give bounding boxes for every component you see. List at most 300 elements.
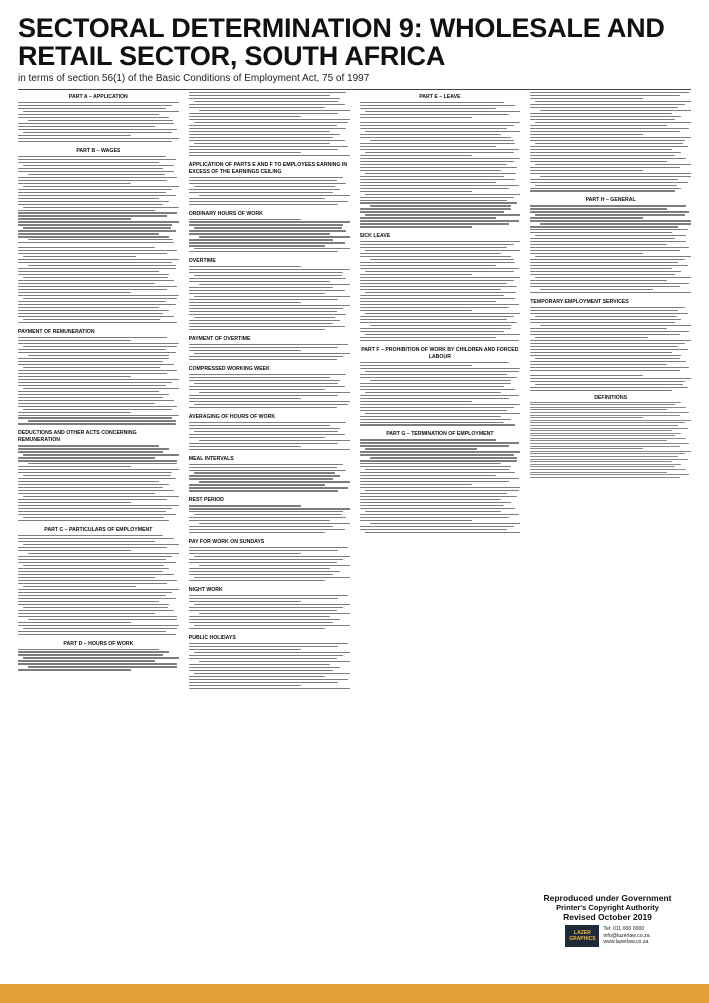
text-line [18,230,176,231]
text-line [28,420,176,421]
section-heading: TEMPORARY EMPLOYMENT SERVICES [530,299,629,305]
text-line [530,262,678,263]
text-line [18,129,177,130]
text-line [189,221,350,222]
text-line [194,431,339,432]
text-line [18,212,177,213]
text-line [18,168,163,169]
text-line [530,435,675,436]
text-line [18,499,167,500]
text-line [18,613,155,614]
text-line [530,119,675,120]
text-line [530,370,679,371]
text-line [530,173,691,174]
text-line [189,434,345,435]
text-line [18,361,163,362]
text-line [189,107,326,108]
repro-line-2: Printer's Copyright Authority [556,903,659,912]
text-line [189,649,302,650]
text-line [360,310,473,311]
section-heading: NIGHT WORK [188,587,223,594]
text-line [540,223,691,224]
text-line [530,140,684,141]
text-line [360,362,509,363]
text-line [194,472,335,473]
text-line [535,122,691,123]
text-line [530,265,688,266]
text-line [360,125,514,126]
text-line [360,514,519,515]
text-line [18,571,163,572]
brand-row [524,925,691,947]
text-line [18,180,167,181]
text-line [199,613,350,614]
text-line [360,445,509,446]
text-line [18,505,179,506]
text-line [530,137,691,138]
text-line [360,122,521,123]
text-line [530,241,686,242]
text-line [189,568,330,569]
text-line [530,274,675,275]
text-line [189,177,343,178]
text-line [535,316,676,317]
text-line [365,448,478,449]
text-line [23,165,174,166]
text-line [530,259,684,260]
section-body [18,337,179,425]
text-line [360,226,473,227]
text-line [189,344,348,345]
text-line [194,186,335,187]
section-heading: PAYMENT OF OVERTIME [188,335,251,342]
text-line [365,292,516,293]
text-line [360,295,505,296]
text-line [189,314,347,315]
text-line [18,352,176,353]
text-line [530,188,681,189]
section-body [189,266,350,330]
text-line [189,571,340,572]
text-line [360,484,473,485]
text-line [199,195,350,196]
section-body [530,205,691,293]
text-line [360,143,516,144]
section-body [360,362,521,426]
text-line [189,484,326,485]
text-line [194,122,348,123]
text-line [18,568,169,569]
text-line [189,92,347,93]
text-line [18,316,174,317]
text-line [530,402,681,403]
section-body [189,595,350,629]
text-line [360,170,501,171]
text-line [530,409,667,410]
text-line [360,146,497,147]
repro-date: Revised October 2019 [563,912,652,922]
text-line [18,592,172,593]
text-line [23,409,172,410]
text-line [530,128,689,129]
text-line [530,422,684,423]
text-line [199,110,350,111]
text-line [23,227,171,228]
text-line [360,211,505,212]
text-line [28,239,173,240]
text-line [360,283,508,284]
text-line [360,244,514,245]
text-line [189,293,326,294]
text-line [530,430,671,431]
text-line [23,388,179,389]
text-line [360,158,521,159]
text-line [18,233,159,234]
text-line [530,448,643,449]
text-line [360,442,519,443]
section-heading: ORDINARY HOURS OF WORK [188,210,263,217]
text-line [530,446,679,447]
text-line [360,502,511,503]
text-line [530,364,667,365]
text-line [360,188,509,189]
section-heading: PART E – LEAVE [419,94,461,100]
text-line [360,368,521,369]
text-line [18,292,131,293]
section-body [189,177,350,205]
text-line [18,280,174,281]
text-line [189,230,347,231]
text-line [18,301,166,302]
text-line [530,158,686,159]
text-line [365,214,521,215]
text-line [189,467,337,468]
text-line [18,171,174,172]
text-line [189,302,302,303]
text-line [530,328,667,329]
section-body [189,547,350,581]
text-line [189,326,345,327]
text-line [365,392,502,393]
text-line [18,601,159,602]
text-line [189,437,326,438]
text-line [189,553,302,554]
text-line [189,269,350,270]
text-line [189,380,340,381]
text-line [365,111,521,112]
text-line [535,277,691,278]
text-line [530,149,671,150]
text-line [189,299,338,300]
page-subtitle: in terms of section 56(1) of the Basic Conditions of Employment Act, 75 of 1997 [18,73,370,84]
text-line [360,185,519,186]
text-line [189,664,330,665]
text-line [360,274,473,275]
text-line [18,126,155,127]
text-line [530,390,671,391]
text-line [18,108,166,109]
text-line [530,331,689,332]
text-line [189,347,338,348]
text-line [23,319,160,320]
text-line [530,92,689,93]
section-body [189,92,350,156]
text-line [530,98,643,99]
text-line [189,464,343,465]
text-line [28,666,177,667]
text-line [189,201,348,202]
text-line [18,189,172,190]
text-line [23,346,177,347]
text-line [18,218,131,219]
text-line [530,292,691,293]
text-line [189,622,334,623]
text-line [189,377,330,378]
text-line [189,137,334,138]
text-line [189,204,338,205]
text-line [530,349,688,350]
text-line [23,544,179,545]
text-line [18,358,169,359]
text-line [23,607,168,608]
text-line [530,472,667,473]
text-line [530,443,689,444]
text-line [360,439,497,440]
text-line [360,487,521,488]
text-line [18,520,169,521]
text-line [530,271,681,272]
text-line [360,304,519,305]
section-body [189,374,350,408]
text-line [18,577,155,578]
text-line [18,123,174,124]
text-line [360,134,501,135]
section-heading: PART D – HOURS OF WORK [63,640,134,647]
section-body [18,535,179,635]
text-line [199,661,350,662]
text-line [189,198,326,199]
text-line [530,208,667,209]
publisher-phone: Tel: 011 000 0000 [603,926,645,933]
text-line [189,183,347,184]
text-line [530,404,675,405]
text-line [18,562,176,563]
text-line [18,598,176,599]
text-line [18,400,174,401]
text-line [189,134,340,135]
text-line [530,469,686,470]
text-line [189,395,338,396]
text-line [194,317,335,318]
text-line [365,532,521,533]
text-line [189,446,302,447]
text-line [189,679,348,680]
text-line [189,146,348,147]
text-line [530,375,643,376]
text-line [360,241,521,242]
text-line [18,547,167,548]
text-line [189,155,350,156]
text-line [360,253,501,254]
text-line [360,102,505,103]
text-line [365,131,521,132]
text-line [370,325,511,326]
text-line [189,449,350,450]
text-line [18,307,159,308]
text-line [189,245,326,246]
text-line [28,619,177,620]
text-line [189,125,337,126]
text-line [360,114,509,115]
section-heading: PART A – APPLICATION [68,94,128,100]
text-line [18,156,166,157]
text-line [194,556,350,557]
text-line [18,616,177,617]
text-line [360,493,508,494]
text-line [530,420,691,421]
text-line [189,242,345,243]
text-line [189,428,340,429]
text-line [18,221,179,222]
text-line [18,343,179,344]
text-line [18,247,155,248]
text-line [360,256,511,257]
text-line [18,669,131,670]
text-line [360,277,521,278]
text-line [18,117,169,118]
text-line [360,161,514,162]
text-line [189,281,330,282]
text-line [540,325,691,326]
text-line [23,475,171,476]
text-line [189,655,343,656]
text-line [360,407,514,408]
text-line [18,340,131,341]
text-line [189,490,338,491]
text-line [23,186,179,187]
text-line [189,278,347,279]
text-line [360,377,518,378]
text-line [189,311,337,312]
text-line [535,256,691,257]
text-line [360,286,518,287]
section-body [18,156,179,244]
text-line [530,378,691,379]
text-line [540,176,691,177]
text-line [189,562,337,563]
text-line [18,663,177,664]
text-line [189,104,345,105]
text-line [360,404,521,405]
text-line [199,565,350,566]
text-line [199,392,350,393]
text-line [530,343,684,344]
text-line [189,422,347,423]
section-heading: PART G – TERMINATION OF EMPLOYMENT [386,431,494,438]
text-line [18,271,159,272]
text-line [530,310,678,311]
text-line [530,220,691,221]
text-line [18,397,163,398]
publisher-email: info@lazerlaw.co.za [603,932,650,939]
text-line [530,334,679,335]
text-line [360,401,473,402]
text-line [18,478,176,479]
text-line [370,140,515,141]
text-line [360,460,518,461]
text-line [360,280,514,281]
text-line [18,511,166,512]
text-line [360,164,508,165]
text-line [189,478,334,479]
text-line [189,386,345,387]
text-line [189,359,337,360]
section-body [530,92,691,192]
text-line [23,454,179,455]
section-body [189,464,350,492]
text-line [530,340,691,341]
text-line [194,296,350,297]
text-line [360,424,516,425]
text-line [360,328,511,329]
text-line [18,322,177,323]
text-line [189,619,340,620]
text-line [18,541,155,542]
text-line [18,376,131,377]
text-line [189,149,338,150]
section-body [18,649,179,671]
text-line [18,295,179,296]
text-line [360,508,516,509]
text-line [530,116,681,117]
text-line [189,580,326,581]
text-line [189,517,347,518]
text-line [360,472,516,473]
text-line [194,514,342,515]
text-line [189,658,337,659]
text-line [194,604,350,605]
text-line [18,493,155,494]
text-line [360,247,508,248]
text-line [360,182,497,183]
text-line [530,268,671,269]
section-heading: PART H – GENERAL [585,197,636,204]
text-line [530,407,686,408]
text-line [18,412,131,413]
text-line [360,398,509,399]
text-line [28,355,169,356]
text-line [360,108,497,109]
text-line [360,481,509,482]
text-line [189,574,334,575]
text-line [189,407,337,408]
text-line [360,416,501,417]
text-line [360,463,501,464]
text-line [18,259,179,260]
text-line [530,286,679,287]
text-line [370,457,518,458]
text-line [360,265,497,266]
text-line [18,210,155,211]
text-line [189,628,326,629]
text-line [530,415,679,416]
text-line [189,113,338,114]
text-line [530,205,686,206]
text-line [189,233,330,234]
text-line [194,101,339,102]
text-line [360,466,511,467]
text-line [199,236,350,237]
